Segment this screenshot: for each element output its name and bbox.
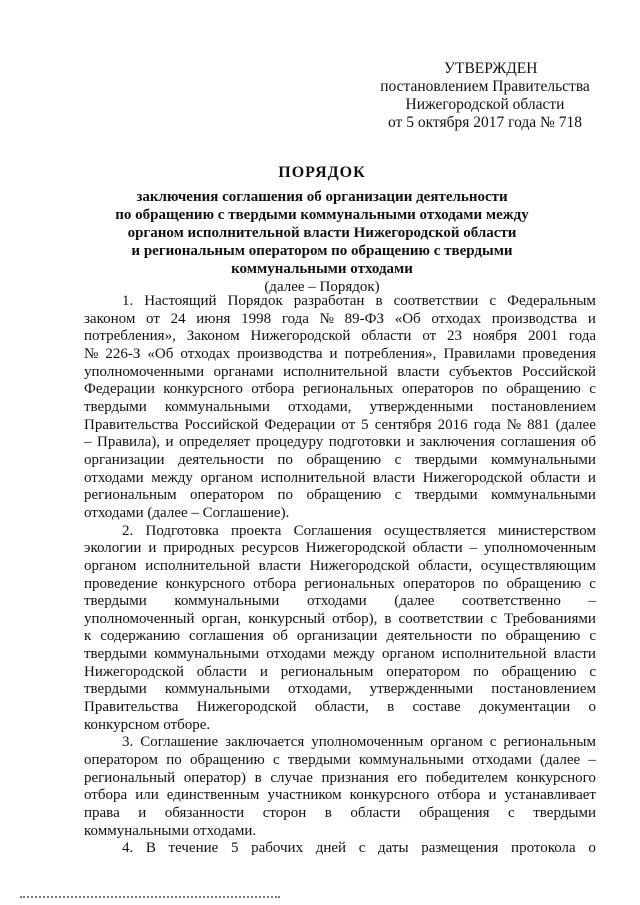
paragraph-line: уполномоченный орган, конкурсный отбор), в соответствии с Требованиями — [84, 610, 596, 627]
approval-line-2: Нижегородской области — [405, 96, 565, 113]
paragraph-line: региональный оператор) в случае признания его победителем конкурсного — [84, 769, 596, 786]
paragraph-line: отходами (далее – Соглашение). — [84, 504, 290, 521]
title-sub-line: органом исполнительной власти Нижегородской области — [127, 225, 517, 241]
paragraph-line: организации деятельности по обращению с твердыми коммунальными — [84, 451, 596, 468]
paragraph-line: уполномоченными органами исполнительной власти субъектов Российской — [84, 363, 596, 380]
paragraph-line: твердыми коммунальными отходами между органом исполнительной власти — [84, 646, 596, 663]
document-body — [84, 293, 596, 858]
paragraph-line: 3. Соглашение заключается уполномоченным органом с региональным — [122, 734, 596, 751]
paragraph-line: 4. В течение 5 рабочих дней с даты размещения протокола о — [122, 840, 596, 857]
paragraph-line: коммунальными отходами. — [84, 822, 257, 839]
title-sub-line: по обращению с твердыми коммунальными отходами между — [115, 207, 529, 223]
paragraph-line: экологии и природных ресурсов Нижегородской области – уполномоченным — [84, 540, 596, 557]
paragraph-line: отходами между органом исполнительной власти Нижегородской области и — [84, 469, 596, 486]
paragraph-2 — [84, 523, 596, 735]
paragraph-line: 1. Настоящий Порядок разработан в соответствии с Федеральным — [122, 293, 596, 309]
paragraph-line: Правительства Нижегородской области, в составе документации о — [84, 699, 596, 716]
paragraph-line: оператором по обращению с твердыми коммунальными отходами (далее – — [84, 752, 596, 769]
paragraph-line: потребления», Законом Нижегородской области от 23 ноября 2001 года — [84, 328, 596, 345]
paragraph-line: твердыми коммунальными отходами, утвержденными постановлением — [84, 681, 596, 698]
paragraph-line: к содержанию соглашения об организации деятельности по обращению с — [84, 628, 596, 645]
approval-line-1: постановлением Правительства — [380, 78, 590, 95]
approval-line-3: от 5 октября 2017 года № 718 — [388, 114, 582, 131]
title-main: ПОРЯДОК — [278, 164, 366, 181]
paragraph-line: права и обязанности сторон в области обращения с твердыми — [84, 805, 596, 822]
title-sub-line: коммунальными отходами — [231, 261, 413, 277]
title-note: (далее – Порядок) — [264, 279, 380, 295]
paragraph-line: проведение конкурсного отбора региональных операторов по обращению с — [84, 575, 596, 592]
paragraph-line: твердыми коммунальными отходами (далее соответственно – — [84, 593, 596, 610]
paragraph-1 — [84, 293, 596, 523]
document-title — [92, 163, 552, 296]
paragraph-line: законом от 24 июня 1998 года № 89-ФЗ «Об отходах производства и — [84, 310, 596, 327]
paragraph-line: 2. Подготовка проекта Соглашения осуществляется министерством — [122, 522, 596, 539]
approval-heading: УТВЕРЖДЕН — [444, 60, 538, 77]
paragraph-line: № 226-З «Об отходах производства и потребления», Правилами проведения — [84, 345, 596, 362]
paragraph-line: Нижегородской области и региональным оператором по обращению с — [84, 663, 596, 680]
paragraph-line: твердыми коммунальными отходами, утвержденными постановлением — [84, 398, 596, 415]
paragraph-line: – Правила), и определяет процедуру подготовки и заключения соглашения об — [84, 434, 596, 451]
paragraph-line: региональным оператором по обращению с твердыми коммунальными — [84, 487, 596, 504]
paragraph-line: Федерации конкурсного отбора региональных операторов по обращению с — [84, 381, 596, 398]
paragraph-line: конкурсном отборе. — [84, 716, 211, 733]
paragraph-line: Правительства Российской Федерации от 5 сентября 2016 года № 881 (далее — [84, 416, 596, 433]
title-sub-line: заключения соглашения об организации деятельности — [136, 189, 508, 205]
paragraph-line: органом исполнительной власти Нижегородской области, осуществляющим — [84, 557, 596, 574]
scan-artifact — [20, 896, 280, 904]
approval-stamp — [370, 60, 600, 132]
title-sub-line: и региональным оператором по обращению с твердыми — [131, 243, 513, 259]
paragraph-line: отбора или единственным участником конкурсного отбора и устанавливает — [84, 787, 596, 804]
paragraph-3 — [84, 734, 596, 840]
paragraph-4 — [84, 840, 596, 858]
